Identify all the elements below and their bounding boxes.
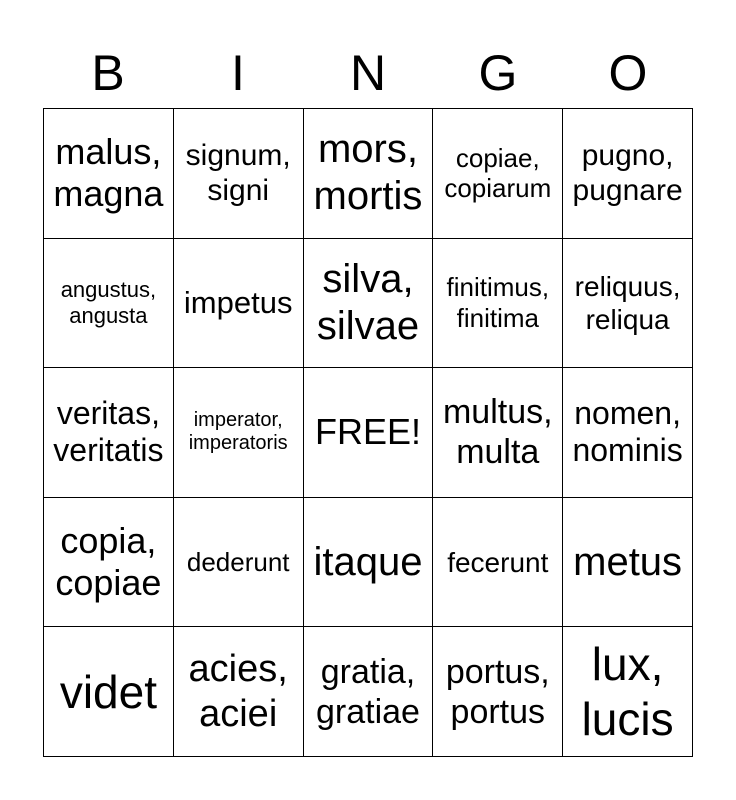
bingo-cell[interactable]: impetus — [174, 239, 304, 369]
bingo-cell[interactable]: malus, magna — [44, 109, 174, 239]
bingo-cell[interactable]: pugno, pugnare — [563, 109, 693, 239]
bingo-cell[interactable]: imperator, imperatoris — [174, 368, 304, 498]
bingo-cell[interactable]: copiae, copiarum — [433, 109, 563, 239]
bingo-cell[interactable]: angustus, angusta — [44, 239, 174, 369]
bingo-cell[interactable]: metus — [563, 498, 693, 628]
bingo-cell[interactable]: silva, silvae — [304, 239, 434, 369]
bingo-grid — [43, 108, 693, 757]
bingo-cell[interactable]: multus, multa — [433, 368, 563, 498]
bingo-cell[interactable]: gratia, gratiae — [304, 627, 434, 757]
free-space-cell[interactable]: FREE! — [304, 368, 434, 498]
bingo-cell[interactable]: nomen, nominis — [563, 368, 693, 498]
header-letter-o: O — [608, 45, 648, 101]
header-letter-b: B — [91, 45, 125, 101]
bingo-header — [43, 40, 693, 106]
bingo-cell[interactable]: dederunt — [174, 498, 304, 628]
bingo-cell[interactable]: videt — [44, 627, 174, 757]
bingo-cell[interactable]: copia, copiae — [44, 498, 174, 628]
bingo-cell[interactable]: itaque — [304, 498, 434, 628]
bingo-cell[interactable]: portus, portus — [433, 627, 563, 757]
bingo-cell[interactable]: mors, mortis — [304, 109, 434, 239]
bingo-cell[interactable]: signum, signi — [174, 109, 304, 239]
header-letter-n: N — [349, 45, 387, 101]
bingo-cell[interactable]: veritas, veritatis — [44, 368, 174, 498]
header-letter-g: G — [478, 45, 518, 101]
bingo-cell[interactable]: reliquus, reliqua — [563, 239, 693, 369]
bingo-cell[interactable]: finitimus, finitima — [433, 239, 563, 369]
bingo-cell[interactable]: lux, lucis — [563, 627, 693, 757]
header-letter-i: I — [231, 45, 245, 101]
bingo-cell[interactable]: fecerunt — [433, 498, 563, 628]
bingo-cell[interactable]: acies, aciei — [174, 627, 304, 757]
